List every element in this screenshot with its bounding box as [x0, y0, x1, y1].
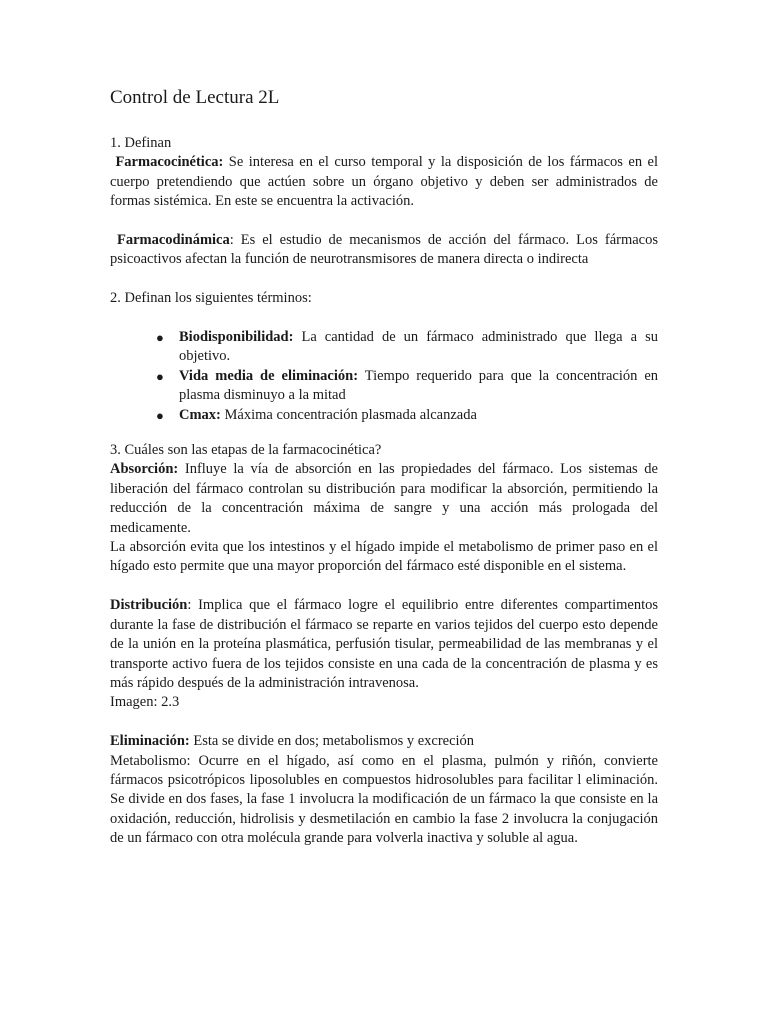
farmacocinetica-text: Se interesa en el curso temporal y la disposición de los fármacos en el cuerpo pretendiendo que actúen sobre un órgano objetivo y deben ser administrados de formas sistémica. En este se encuentra la activación. — [110, 154, 658, 210]
term-label: Vida media de eliminación: — [179, 367, 359, 384]
farmacodinamica-term: Farmacodinámica — [116, 232, 230, 249]
question-2-heading: 2. Definan los siguientes términos: — [110, 290, 312, 307]
absorcion-paragraph — [110, 460, 658, 538]
absorcion-text: Influye la vía de absorción en las propiedades del fármaco. Los sistemas de liberación del fármaco controlan su distribución para modificar la absorción, permitiendo la reducción de la concentración máxima de sangre y una acción más prologada del medicamente. — [110, 461, 658, 536]
bullet-icon: ● — [156, 407, 164, 423]
term-label: Biodisponibilidad: — [179, 329, 294, 346]
eliminacion-text: Esta se divide en dos; metabolismos y excreción — [189, 733, 475, 750]
term-text: Tiempo requerido para que la concentración en plasma disminuyo a la mitad — [179, 367, 658, 404]
document-title: Control de Lectura 2L — [110, 87, 280, 108]
farmacodinamica-definition — [110, 231, 658, 270]
list-item — [156, 406, 658, 425]
imagen-reference: Imagen: 2.3 — [110, 694, 180, 711]
bullet-icon: ● — [156, 330, 164, 346]
farmacocinetica-term: Farmacocinética: — [115, 154, 224, 171]
question-1-heading: 1. Definan — [110, 135, 172, 151]
term-text: La cantidad de un fármaco administrado que llega a su objetivo. — [179, 329, 658, 365]
eliminacion-paragraph — [110, 732, 658, 751]
term-label: Cmax: — [179, 406, 221, 423]
absorcion-term: Absorción: — [110, 461, 179, 478]
farmacodinamica-text: : Es el estudio de mecanismos de acción del fármaco. Los fármacos psicoactivos afectan la función de neurotransmisores de manera directa o indirecta — [110, 232, 659, 268]
question-3-heading: 3. Cuáles son las etapas de la farmacocinética? — [110, 442, 382, 459]
bullet-icon: ● — [156, 368, 164, 384]
terms-list — [110, 328, 658, 425]
eliminacion-term: Eliminación: — [110, 733, 190, 750]
list-item — [156, 328, 658, 367]
distribucion-text: : Implica que el fármaco logre el equilibrio entre diferentes compartimentos durante la fase de distribución el fármaco se reparte en varios tejidos del cuerpo esto depende de la unión en la proteína plasmática, perfusión tisular, permeabilidad de las membranas y el transporte activo fuera de los tejidos consiste en una cada de la concentración de plasma y es más rápido después de la administración intravenosa. — [110, 597, 658, 691]
metabolismo-paragraph: Metabolismo: Ocurre en el hígado, así como en el plasma, pulmón y riñón, convierte fármacos psicotrópicos liposolubles en compuestos hidrosolubles para facilitar l eliminación. Se divide en dos fases, la fase 1 involucra la modificación de un fármaco la que consiste en la oxidación, reducción, hidrolisis y desmetilación en cambio la fase 2 involucra la conjugación de un fármaco con otra molécula grande para volverla inactiva y soluble al agua. — [110, 752, 658, 847]
document-page — [110, 86, 658, 849]
farmacocinetica-definition — [110, 153, 658, 211]
absorcion-paragraph-2: La absorción evita que los intestinos y el hígado impide el metabolismo de primer paso en el hígado esto permite que una mayor proporción del fármaco esté disponible en el sistema. — [110, 539, 658, 575]
list-item — [156, 367, 658, 406]
term-text: Máxima concentración plasmada alcanzada — [220, 406, 477, 423]
distribucion-paragraph — [110, 596, 658, 693]
distribucion-term: Distribución — [110, 597, 188, 614]
